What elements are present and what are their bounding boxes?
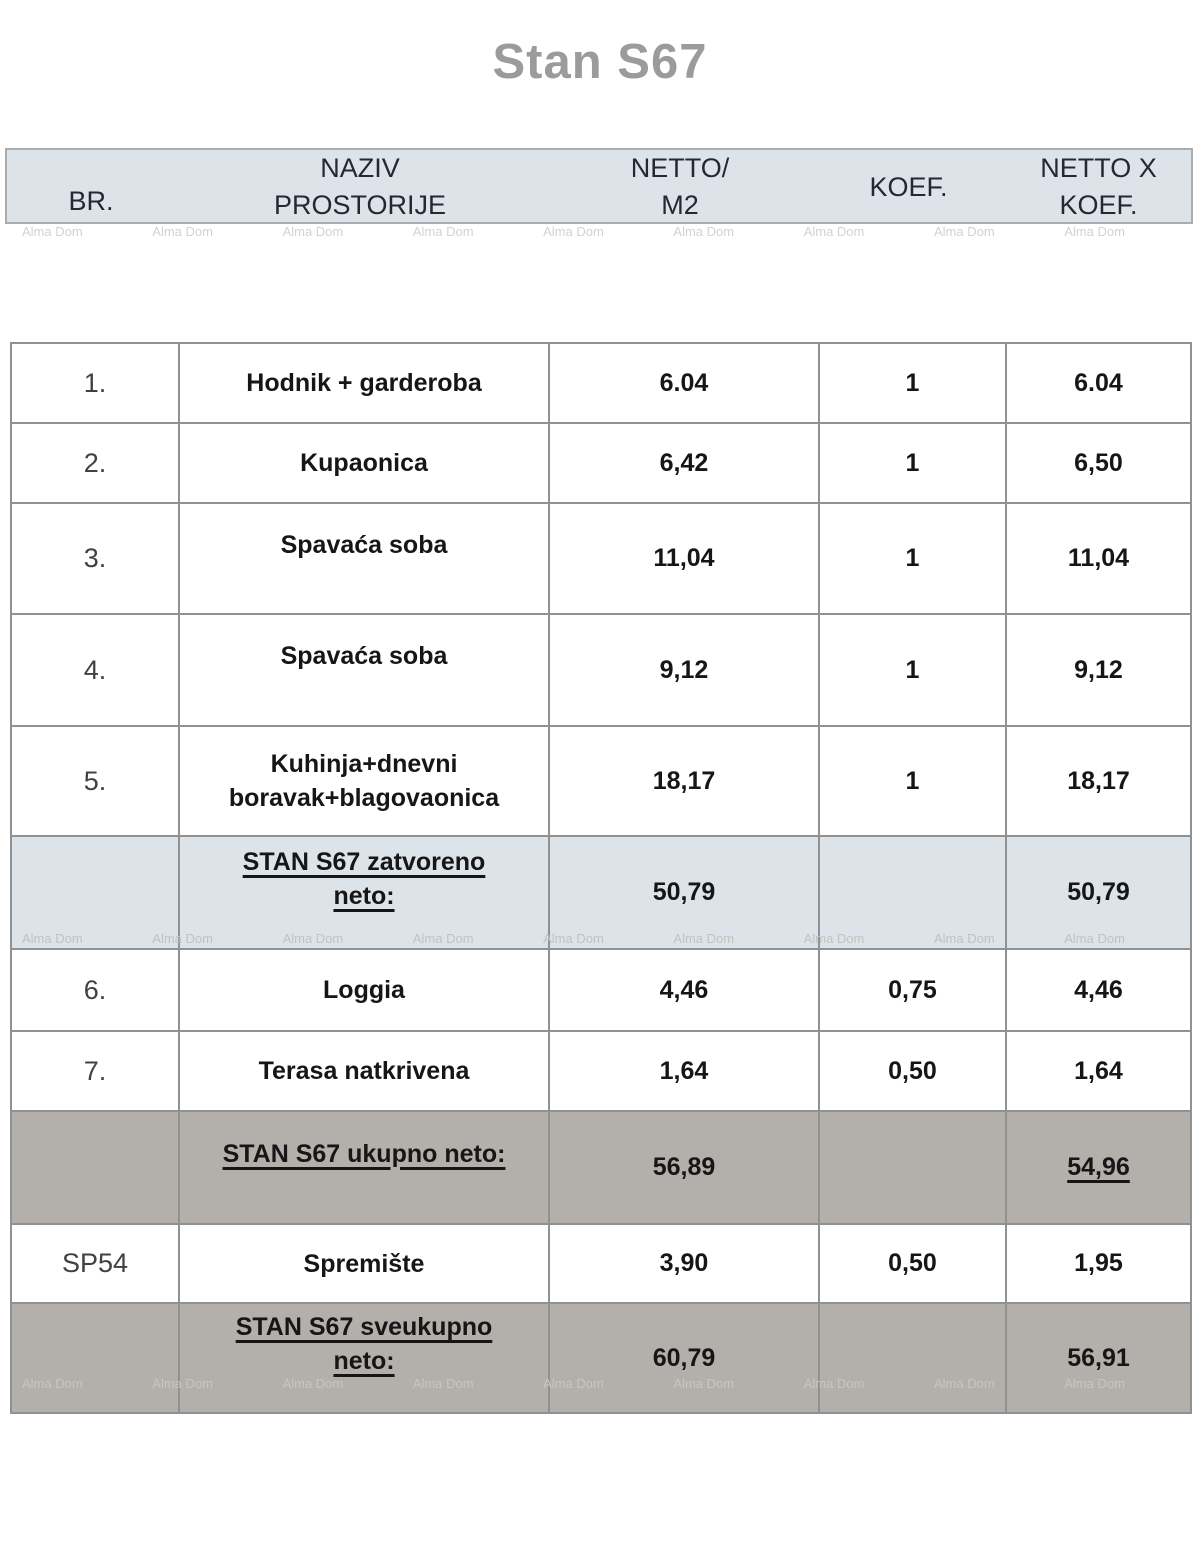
watermark-text: Alma Dom xyxy=(22,1376,83,1391)
watermark-text: Alma Dom xyxy=(282,224,344,239)
cell-netto-m2: 3,90 xyxy=(550,1225,820,1304)
header-br-label: BR. xyxy=(68,186,114,216)
cell-name: STAN S67 zatvoreno neto: xyxy=(180,837,550,950)
cell-name: Kupaonica xyxy=(180,424,550,504)
watermark-text: Alma Dom xyxy=(152,931,213,946)
table-row xyxy=(12,1032,1192,1112)
cell-netto-x-koef: 9,12 xyxy=(1007,615,1192,727)
table-row xyxy=(12,1112,1192,1225)
watermark-text: Alma Dom xyxy=(933,1376,995,1391)
cell-netto-x-koef: 18,17 xyxy=(1007,727,1192,837)
cell-netto-m2: 56,89 xyxy=(550,1112,820,1225)
table-row xyxy=(12,504,1192,615)
cell-netto-m2: 9,12 xyxy=(550,615,820,727)
cell-br: SP54 xyxy=(12,1225,180,1304)
table-row xyxy=(12,424,1192,504)
watermark-text: Alma Dom xyxy=(803,1376,865,1391)
watermark-text: Alma Dom xyxy=(673,224,735,239)
cell-name: STAN S67 ukupno neto: xyxy=(180,1112,550,1225)
watermark-text: Alma Dom xyxy=(412,931,474,946)
table-row xyxy=(12,615,1192,727)
cell-br xyxy=(12,1112,180,1225)
cell-netto-m2: 60,79 xyxy=(550,1304,820,1414)
cell-name: Kuhinja+dnevni boravak+blagovaonica xyxy=(180,727,550,837)
table-header xyxy=(5,148,1193,224)
cell-koef: 0,75 xyxy=(820,950,1007,1032)
cell-netto-x-koef: 1,64 xyxy=(1007,1032,1192,1112)
cell-name: Terasa natkrivena xyxy=(180,1032,550,1112)
watermark-text: Alma Dom xyxy=(152,1376,213,1391)
table-row xyxy=(12,950,1192,1032)
watermark-text: Alma Dom xyxy=(1064,224,1125,239)
cell-netto-x-koef: 50,79 xyxy=(1007,837,1192,950)
cell-name: STAN S67 sveukupno neto: xyxy=(180,1304,550,1414)
watermark-text: Alma Dom xyxy=(933,224,995,239)
watermark-text: Alma Dom xyxy=(933,931,995,946)
header-naziv-prostorije: NAZIV PROSTORIJE xyxy=(273,153,447,220)
cell-koef: 0,50 xyxy=(820,1225,1007,1304)
cell-name: Spavaća soba xyxy=(180,615,550,727)
watermark-text: Alma Dom xyxy=(22,224,83,239)
cell-koef: 1 xyxy=(820,615,1007,727)
watermark-text: Alma Dom xyxy=(282,1376,344,1391)
cell-koef: 1 xyxy=(820,504,1007,615)
cell-name: Hodnik + garderoba xyxy=(180,344,550,424)
cell-br: 7. xyxy=(12,1032,180,1112)
watermark-text: Alma Dom xyxy=(543,931,604,946)
cell-name: Spavaća soba xyxy=(180,504,550,615)
watermark-text: Alma Dom xyxy=(412,224,474,239)
watermark-text: Alma Dom xyxy=(673,1376,735,1391)
cell-koef: 1 xyxy=(820,344,1007,424)
cell-koef xyxy=(820,1304,1007,1414)
header-koef: KOEF. xyxy=(869,171,948,202)
table-row xyxy=(12,837,1192,950)
cell-netto-x-koef: 1,95 xyxy=(1007,1225,1192,1304)
header-netto-x-koef: NETTO X KOEF. xyxy=(1040,153,1157,220)
watermark-text: Alma Dom xyxy=(152,224,213,239)
watermark-strip xyxy=(22,224,1125,239)
cell-koef xyxy=(820,1112,1007,1225)
cell-netto-x-koef: 11,04 xyxy=(1007,504,1192,615)
cell-netto-m2: 18,17 xyxy=(550,727,820,837)
table-row xyxy=(12,727,1192,837)
cell-name: Spremište xyxy=(180,1225,550,1304)
watermark-text: Alma Dom xyxy=(803,931,865,946)
cell-netto-x-koef: 6,50 xyxy=(1007,424,1192,504)
cell-netto-x-koef: 6.04 xyxy=(1007,344,1192,424)
watermark-text: Alma Dom xyxy=(282,931,344,946)
cell-br: 3. xyxy=(12,504,180,615)
cell-netto-m2: 4,46 xyxy=(550,950,820,1032)
watermark-text: Alma Dom xyxy=(543,1376,604,1391)
watermark-text: Alma Dom xyxy=(543,224,604,239)
cell-netto-m2: 6,42 xyxy=(550,424,820,504)
cell-netto-m2: 6.04 xyxy=(550,344,820,424)
cell-netto-x-koef: 4,46 xyxy=(1007,950,1192,1032)
cell-netto-x-koef: 54,96 xyxy=(1007,1112,1192,1225)
cell-br: 6. xyxy=(12,950,180,1032)
cell-br: 1. xyxy=(12,344,180,424)
cell-koef: 0,50 xyxy=(820,1032,1007,1112)
watermark-text: Alma Dom xyxy=(22,931,83,946)
table-row xyxy=(12,1304,1192,1414)
cell-br: 4. xyxy=(12,615,180,727)
cell-br: 5. xyxy=(12,727,180,837)
header-br xyxy=(7,150,175,224)
cell-netto-m2: 1,64 xyxy=(550,1032,820,1112)
cell-koef: 1 xyxy=(820,727,1007,837)
cell-br: 2. xyxy=(12,424,180,504)
table-row xyxy=(12,1225,1192,1304)
watermark-text: Alma Dom xyxy=(1064,1376,1125,1391)
cell-netto-m2: 11,04 xyxy=(550,504,820,615)
cell-name: Loggia xyxy=(180,950,550,1032)
cell-netto-x-koef: 56,91 xyxy=(1007,1304,1192,1414)
page-title: Stan S67 xyxy=(492,35,708,89)
header-netto-m2: NETTO/ M2 xyxy=(630,153,730,220)
cell-netto-m2: 50,79 xyxy=(550,837,820,950)
cell-koef: 1 xyxy=(820,424,1007,504)
cell-br xyxy=(12,1304,180,1414)
room-table-body xyxy=(10,342,1192,1414)
watermark-text: Alma Dom xyxy=(803,224,865,239)
cell-koef xyxy=(820,837,1007,950)
table-row xyxy=(12,344,1192,424)
cell-br xyxy=(12,837,180,950)
watermark-text: Alma Dom xyxy=(412,1376,474,1391)
watermark-text: Alma Dom xyxy=(673,931,735,946)
watermark-text: Alma Dom xyxy=(1064,931,1125,946)
